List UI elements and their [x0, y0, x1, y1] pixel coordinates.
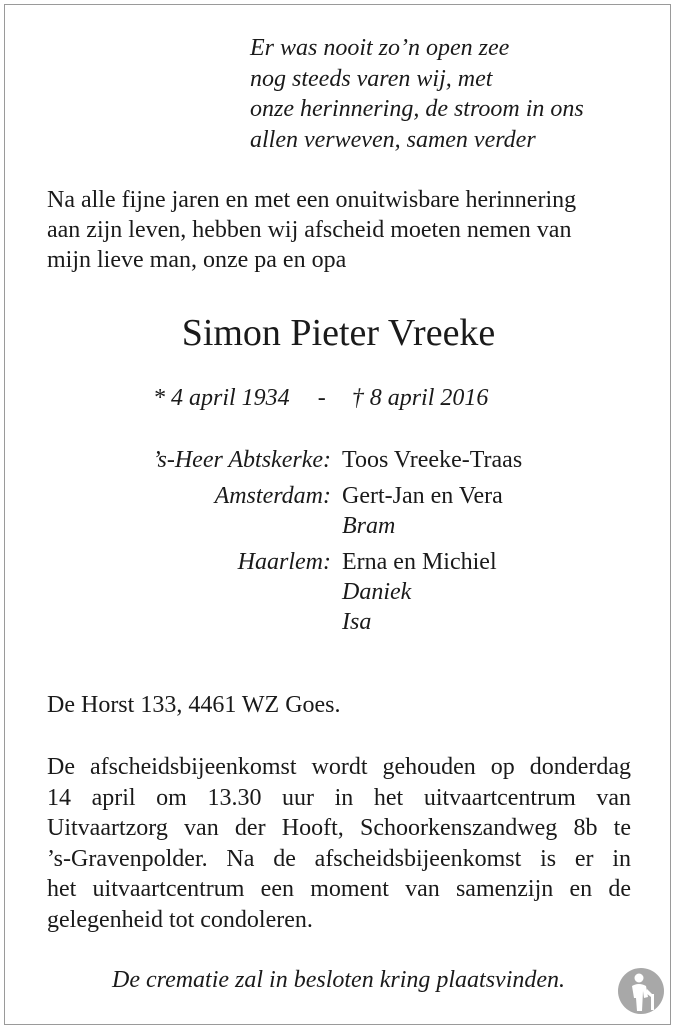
poem-line: nog steeds varen wij, met	[250, 65, 493, 92]
poem-line: allen verweven, samen verder	[250, 126, 536, 153]
poem-line: Er was nooit zo’n open zee	[250, 35, 510, 61]
family-member: Gert-Jan en Vera	[342, 483, 503, 509]
family-list	[0, 445, 677, 643]
intro-line: Na alle fijne jaren en met een onuitwisbare herinnering	[47, 187, 577, 213]
family-child: Daniek	[342, 579, 412, 605]
death-date: † 8 april 2016	[351, 385, 489, 411]
family-place: Amsterdam:	[214, 483, 331, 509]
family-place: Haarlem:	[237, 549, 331, 575]
ceremony-line: gelegenheid tot condoleren.	[47, 906, 313, 933]
family-child: Bram	[342, 513, 396, 539]
family-place: ’s-Heer Abtskerke:	[152, 447, 331, 473]
intro-text	[47, 185, 637, 275]
family-names	[342, 445, 677, 475]
birth-date: * 4 april 1934	[153, 385, 290, 411]
deceased-name: Simon Pieter Vreeke	[181, 312, 496, 354]
home-address: De Horst 133, 4461 WZ Goes.	[47, 692, 341, 718]
family-names	[342, 547, 677, 637]
poem	[250, 33, 584, 155]
family-member: Toos Vreeke-Traas	[342, 447, 523, 473]
family-child: Isa	[342, 609, 372, 635]
family-member: Erna en Michiel	[342, 549, 497, 575]
ceremony-line: ’s-Gravenpolder. Na de afscheidsbijeenkomst is er in	[47, 845, 631, 872]
intro-line: aan zijn leven, hebben wij afscheid moeten nemen van	[47, 217, 572, 243]
family-group	[0, 445, 677, 475]
ceremony-line: het uitvaartcentrum een moment van samenzijn en de	[47, 876, 631, 902]
ceremony-line: Uitvaartzorg van der Hooft, Schoorkenszandweg 8b te	[47, 815, 631, 841]
ceremony-text	[47, 752, 631, 935]
closing-line: De crematie zal in besloten kring plaatsvinden.	[111, 967, 566, 993]
life-dates	[153, 383, 488, 413]
intro-line: mijn lieve man, onze pa en opa	[47, 247, 347, 273]
family-group	[0, 481, 677, 541]
ceremony-line: De afscheidsbijeenkomst wordt gehouden op donderdag	[47, 754, 631, 780]
family-names	[342, 481, 677, 541]
poem-line: onze herinnering, de stroom in ons	[250, 96, 584, 122]
date-separator: -	[317, 385, 326, 411]
family-group	[0, 547, 677, 637]
ceremony-line: 14 april om 13.30 uur in het uitvaartcentrum van	[47, 784, 631, 811]
memorial-figure-icon	[617, 967, 665, 1015]
